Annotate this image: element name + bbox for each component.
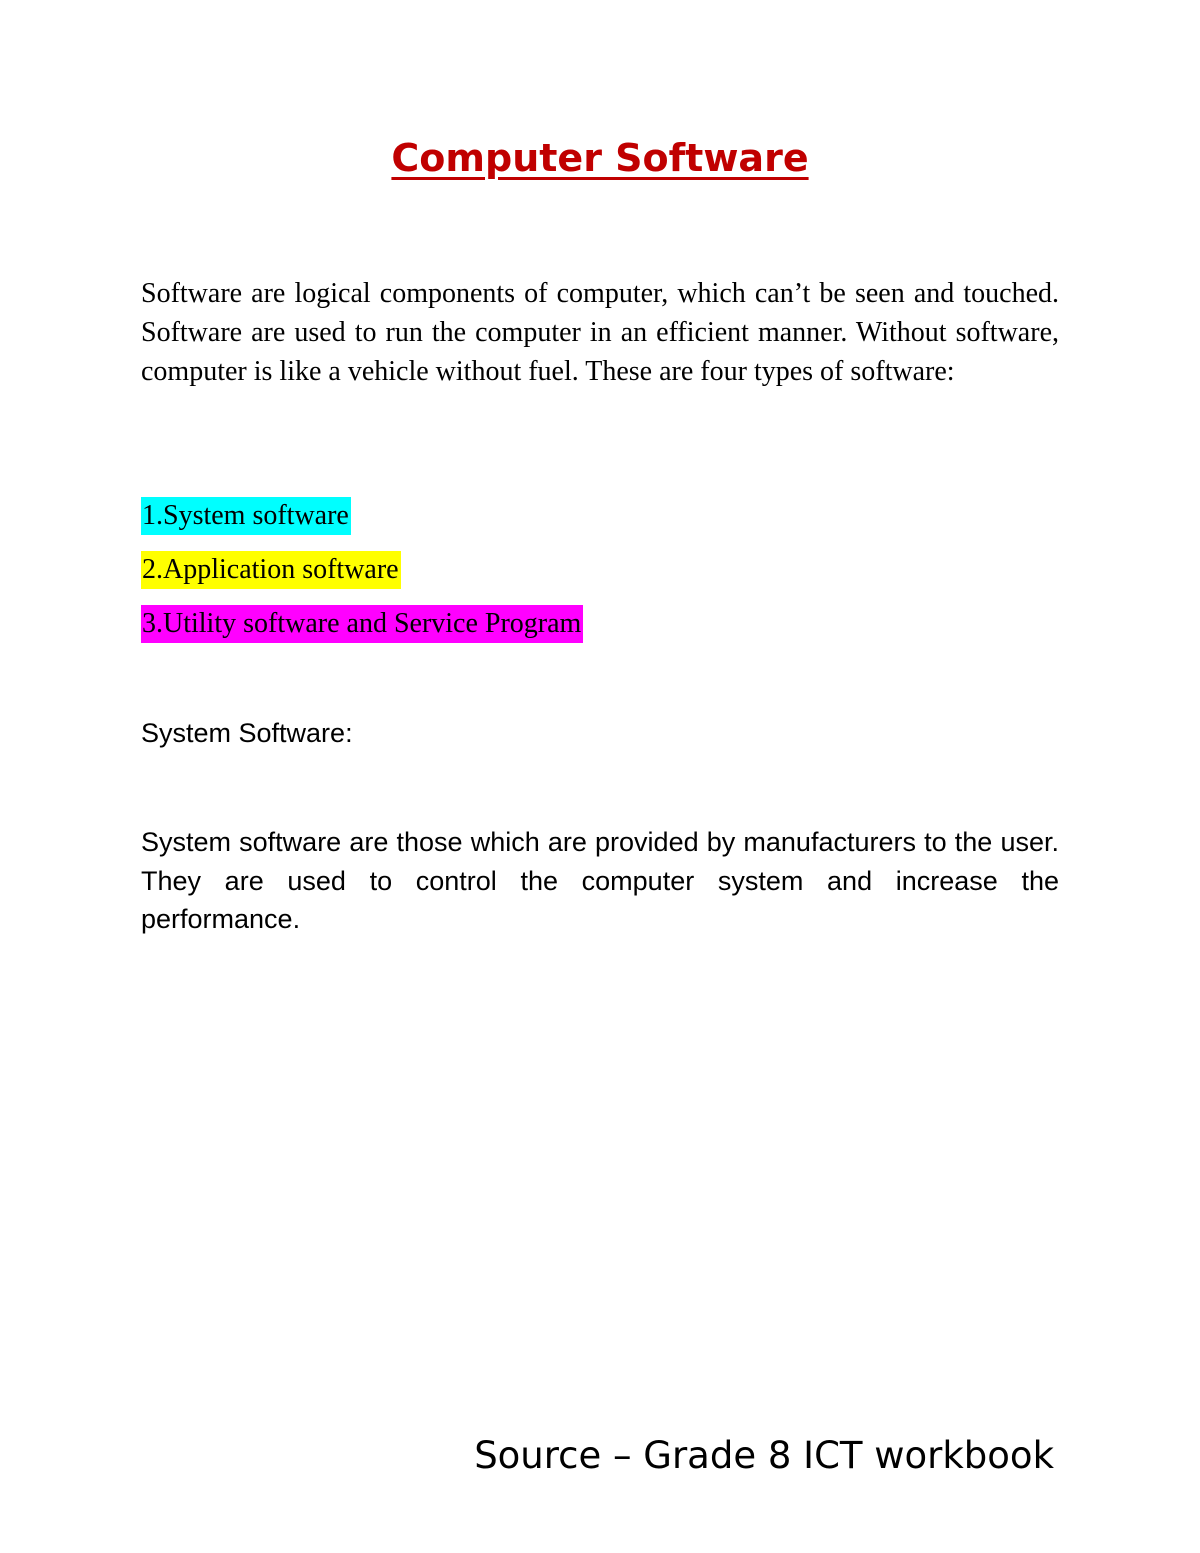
software-type-application: 2.Application software [141,551,401,589]
list-item [141,604,583,643]
section-heading: System Software: [141,718,353,748]
section-body-paragraph: System software are those which are provided by manufacturers to the user. They are used to control the computer system and increase the performance. [141,827,1059,934]
software-types-list [141,496,583,658]
software-type-utility: 3.Utility software and Service Program [141,605,583,643]
list-item [141,496,583,535]
page-title: Computer Software [391,136,809,180]
software-type-system: 1.System software [141,497,351,535]
list-item [141,550,583,589]
source-note: Source – Grade 8 ICT workbook [474,1434,1054,1477]
intro-paragraph: Software are logical components of computer, which can’t be seen and touched. Software are used to run the computer in an efficient manner. Without software, computer is like a vehicle without fuel. These are four types of software: [141,278,1059,387]
